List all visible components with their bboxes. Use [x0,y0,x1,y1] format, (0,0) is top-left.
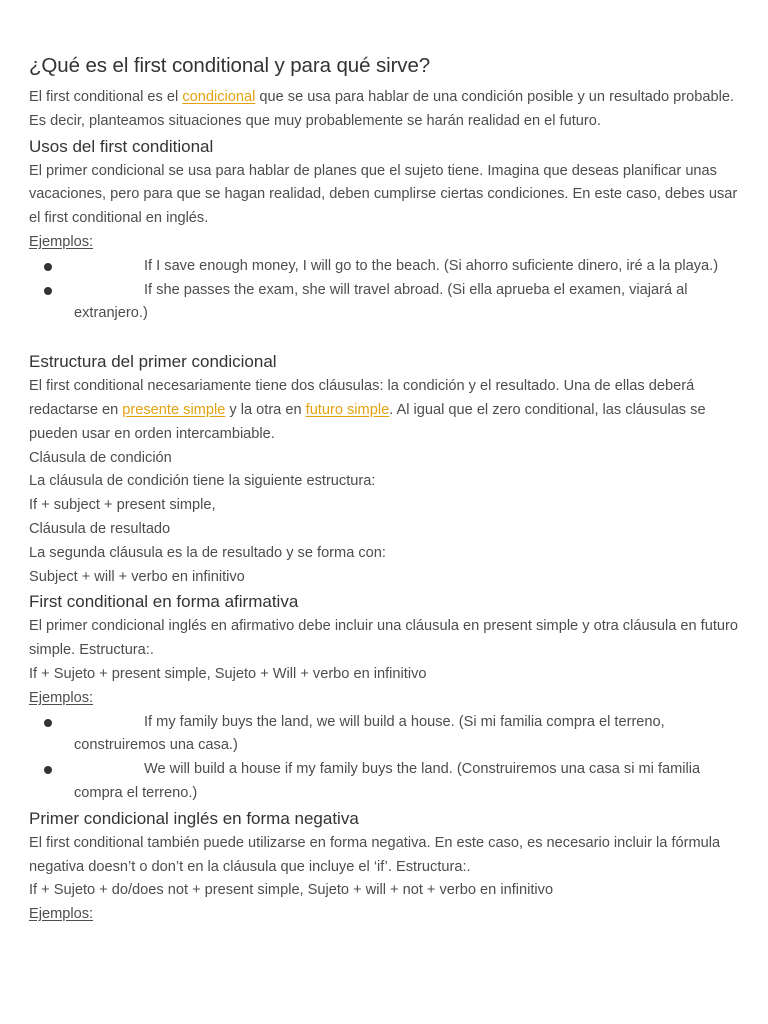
bullet-icon [44,766,52,774]
page-title: ¿Qué es el first conditional y para qué sirve? [29,54,431,77]
clausula-resultado-desc: La segunda cláusula es la de resultado y se forma con: [29,544,386,561]
clausula-resultado-label: Cláusula de resultado [29,520,171,537]
bullet-icon [44,287,52,295]
list-item: We will build a house if my family buys the land. (Construiremos una casa si mi familia compra el terreno.) [29,758,738,806]
list-item: If my family buys the land, we will build a house. (Si mi familia compra el terreno, construiremos una casa.) [29,711,738,759]
usos-paragraph: El primer condicional se usa para hablar de planes que el sujeto tiene. Imagina que deseas planificar unas vacaciones, pero para que se hagan realidad, deben cumplirse ciertas condiciones. En este caso, debes usar el first conditional en inglés. [29,162,738,227]
intro-text-after: que se usa para hablar de una condición posible y un resultado probable. Es decir, planteamos situaciones que muy probablemente se harán realidad en el futuro. [29,89,735,129]
clausula-condicion-label: Cláusula de condición [29,449,172,466]
afirmativa-examples-label: Ejemplos: [29,689,94,706]
usos-heading: Usos del first conditional [29,136,214,156]
clausula-condicion-formula: If + subject + present simple, [29,497,216,514]
negativa-paragraph: El first conditional también puede utilizarse en forma negativa. En este caso, es necesario incluir la fórmula negativa doesn’t o don’t en la cláusula que incluye el ‘if’. Estructura:. [29,834,721,875]
clausula-resultado-formula: Subject + will + verbo en infinitivo [29,568,245,585]
afirmativa-paragraph: El primer condicional inglés en afirmativo debe incluir una cláusula en present simple y otra cláusula en futuro simple. Estructura:. [29,618,738,659]
bullet-icon [44,263,52,271]
usos-examples-label: Ejemplos: [29,233,94,250]
negativa-formula: If + Sujeto + do/does not + present simple, Sujeto + will + not + verbo en infinitivo [29,882,554,899]
negativa-heading: Primer condicional inglés en forma negativa [29,808,359,828]
afirmativa-formula: If + Sujeto + present simple, Sujeto + Will + verbo en infinitivo [29,665,427,682]
intro-paragraph [29,86,738,134]
estructura-heading: Estructura del primer condicional [29,352,277,372]
list-item: If I save enough money, I will go to the beach. (Si ahorro suficiente dinero, iré a la playa.) [29,255,738,279]
clausula-condicion-desc: La cláusula de condición tiene la siguiente estructura: [29,473,376,490]
negativa-examples-label: Ejemplos: [29,906,94,923]
estructura-paragraph: El first conditional necesariamente tiene dos cláusulas: la condición y el resultado. Una de ellas deberá redactarse en presente simple y la otra en futuro simple. Al igual que el zero conditional, las cláusulas se pueden usar en orden intercambiable. [29,378,706,442]
list-item: If she passes the exam, she will travel abroad. (Si ella aprueba el examen, viajará al extranjero.) [29,279,738,327]
presente-simple-link[interactable]: presente simple [122,401,226,418]
usos-examples-list [29,255,738,326]
bullet-icon [44,719,52,727]
afirmativa-heading: First conditional en forma afirmativa [29,592,299,612]
futuro-simple-link[interactable]: futuro simple [305,401,390,418]
intro-text-before: El first conditional es el [29,89,183,105]
afirmativa-examples-list [29,711,738,806]
condicional-link[interactable]: condicional [182,89,256,105]
